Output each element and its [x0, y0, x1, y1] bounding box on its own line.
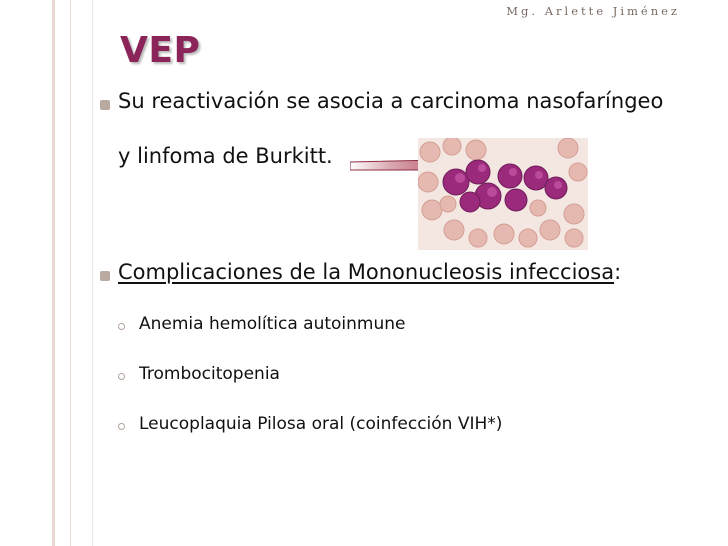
decorative-stripe	[52, 0, 55, 546]
complications-heading	[118, 260, 621, 284]
complications-heading-colon: :	[614, 260, 622, 284]
bullet-marker	[100, 271, 110, 281]
sub-bullet-marker	[118, 323, 125, 330]
sub-bullet-marker	[118, 373, 125, 380]
bullet-marker	[100, 100, 110, 110]
blood-smear-image	[418, 138, 588, 250]
complications-heading-text: Complicaciones de la Mononucleosis infecciosa	[118, 260, 615, 284]
author-name: Mg. Arlette Jiménez	[506, 4, 680, 18]
bullet-text-line2: y linfoma de Burkitt.	[118, 144, 333, 168]
list-item: Leucoplaquia Pilosa oral (coinfección VIH*)	[139, 414, 503, 434]
slide-title: VEP	[120, 30, 201, 71]
decorative-stripe	[70, 0, 71, 546]
list-item: Trombocitopenia	[139, 364, 280, 384]
list-item: Anemia hemolítica autoinmune	[139, 314, 406, 334]
sub-bullet-marker	[118, 423, 125, 430]
decorative-stripe	[92, 0, 93, 546]
bullet-text-line1: Su reactivación se asocia a carcinoma nasofaríngeo	[118, 89, 664, 113]
